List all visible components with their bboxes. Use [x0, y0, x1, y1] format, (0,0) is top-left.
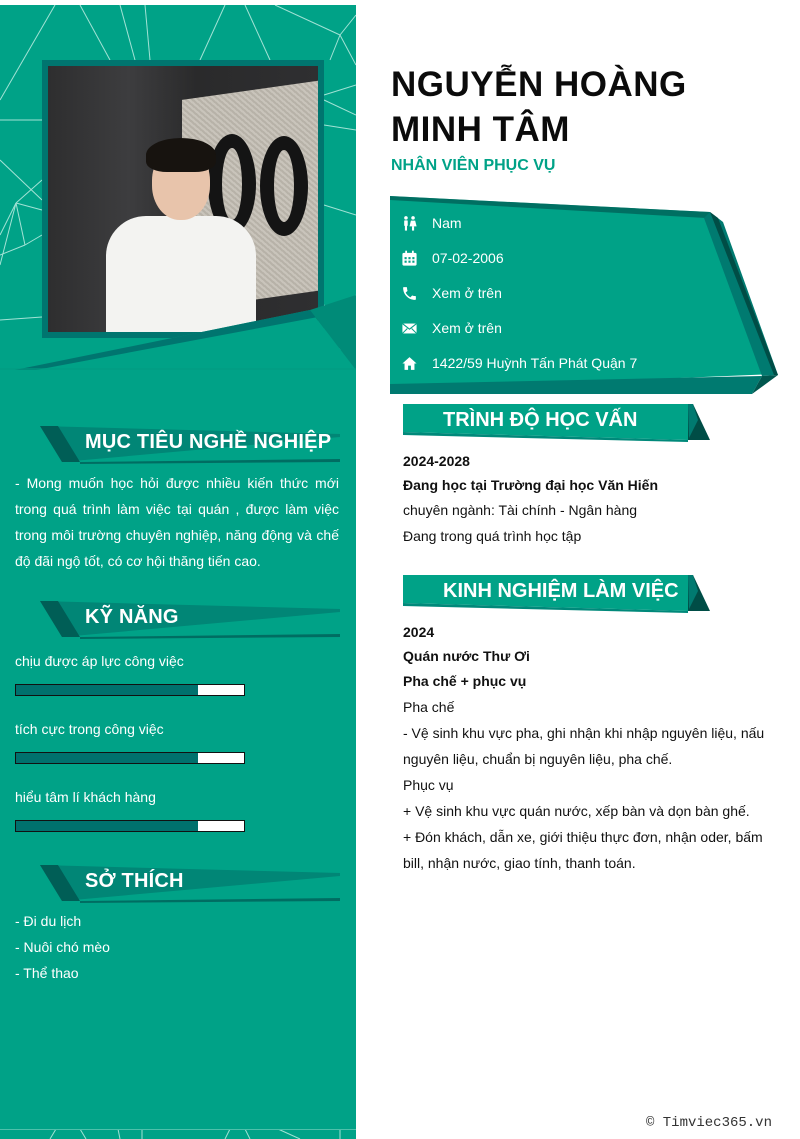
experience-detail: Pha chế: [403, 699, 455, 715]
education-school: Đang học tại Trường đại học Văn Hiến: [403, 477, 659, 493]
section-title: MỤC TIÊU NGHỀ NGHIỆP: [85, 431, 332, 453]
section-header-experience: [403, 573, 713, 615]
skill-level-bar: [15, 752, 245, 764]
job-title: NHÂN VIÊN PHỤC VỤ: [391, 157, 556, 174]
skill-level-bar: [15, 820, 245, 832]
skill-label: chịu được áp lực công việc: [15, 653, 184, 669]
section-header-hobbies: [40, 863, 340, 903]
experience-year: 2024: [403, 624, 435, 640]
section-header-objective: [40, 424, 340, 464]
education-period: 2024-2028: [403, 453, 470, 469]
education-major: chuyên ngành: Tài chính - Ngân hàng: [403, 502, 638, 518]
photo-decoration: [260, 136, 308, 236]
contact-gender: Nam: [432, 215, 462, 231]
section-header-skills: [40, 599, 340, 639]
contact-address: 1422/59 Huỳnh Tấn Phát Quận 7: [432, 355, 638, 371]
experience-position: Pha chế + phục vụ: [403, 673, 527, 689]
photo-subject: [146, 138, 216, 172]
calendar-icon: [392, 243, 426, 273]
contact-row-birthday: [388, 243, 504, 273]
skill-level-fill: [16, 821, 198, 831]
experience-detail: + Đón khách, dẫn xe, giới thiệu thực đơn, nhận oder, bấm bill, nhận nước, giao tính, thanh toán.: [403, 829, 763, 871]
gender-icon: [392, 208, 426, 238]
contact-phone: Xem ở trên: [432, 285, 502, 301]
experience-detail: + Vệ sinh khu vực quán nước, xếp bàn và dọn bàn ghế.: [403, 803, 750, 819]
copyright-footer: © Timviec365.vn: [645, 1115, 772, 1131]
phone-icon: [392, 278, 426, 308]
candidate-name: [391, 62, 771, 152]
name-line-1: NGUYỄN HOÀNG: [391, 65, 687, 104]
contact-row-phone: [388, 278, 502, 308]
profile-photo: [48, 66, 318, 332]
experience-detail: Phục vụ: [403, 777, 454, 793]
education-status: Đang trong quá trình học tập: [403, 528, 582, 544]
experience-detail: - Vệ sinh khu vực pha, ghi nhận khi nhập nguyên liệu, nấu nguyên liệu, chuẩn bị nguyên liệu, pha chế.: [403, 725, 765, 767]
contact-info-panel: [388, 192, 783, 397]
home-icon: [392, 348, 426, 378]
hobby-item: - Thể thao: [15, 965, 79, 981]
contact-row-address: [388, 348, 637, 378]
section-title: KỸ NĂNG: [85, 606, 179, 628]
experience-company: Quán nước Thư Ơi: [403, 648, 530, 664]
email-icon: [392, 313, 426, 343]
contact-row-gender: [388, 208, 462, 238]
skill-label: hiểu tâm lí khách hàng: [15, 789, 156, 805]
hobby-item: - Nuôi chó mèo: [15, 939, 110, 955]
hobby-item: - Đi du lịch: [15, 913, 82, 929]
contact-birthday: 07-02-2006: [432, 250, 504, 266]
left-lower-panel: [0, 1015, 356, 1130]
contact-email: Xem ở trên: [432, 320, 502, 336]
section-header-education: [403, 402, 713, 444]
section-title: TRÌNH ĐỘ HỌC VẤN: [443, 409, 638, 431]
skill-level-fill: [16, 685, 198, 695]
section-title: SỞ THÍCH: [85, 870, 184, 892]
skill-level-fill: [16, 753, 198, 763]
name-line-2: MINH TÂM: [391, 110, 570, 149]
section-title: KINH NGHIỆM LÀM VIỆC: [443, 580, 679, 602]
skill-level-bar: [15, 684, 245, 696]
objective-text: - Mong muốn học hỏi được nhiều kiến thức mới trong quá trình làm việc tại quán , được làm việc trong môi trường chuyên nghiệp, năng động và chế độ đãi ngộ tốt, có cơ hội thăng tiến cao.: [15, 475, 339, 569]
contact-row-email: [388, 313, 502, 343]
skill-label: tích cực trong công việc: [15, 721, 164, 737]
